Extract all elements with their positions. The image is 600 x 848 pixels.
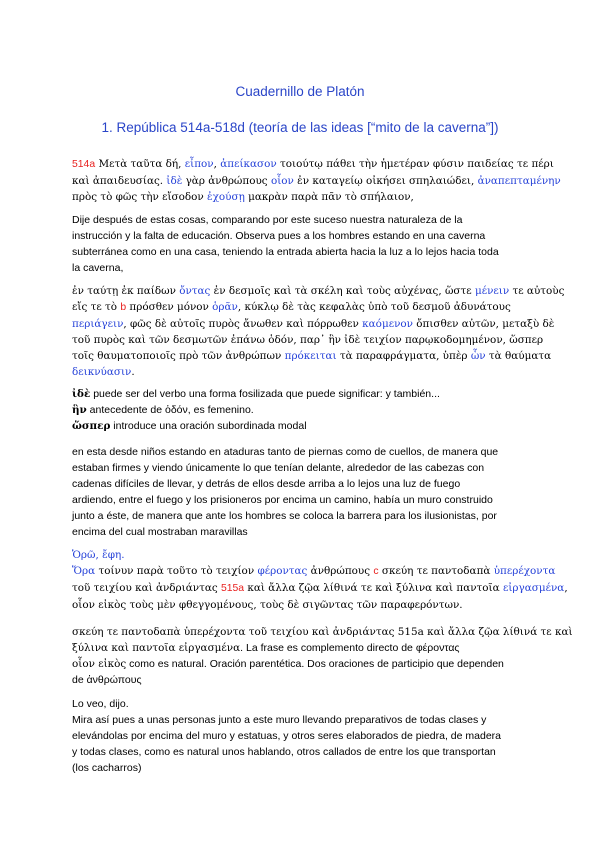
greek-text: , φῶς δὲ αὐτοῖς πυρὸς ἄνωθεν καὶ πόρρωθεν [123,318,363,330]
greek-text: ὄπισθεν αὐτῶν, μεταξὺ δὲ [412,318,555,330]
greek-line [72,156,554,173]
commentary-line [72,656,528,672]
highlighted-verb: ὁρᾶν [212,301,238,313]
greek-text: μακρὰν παρὰ πᾶν τὸ σπήλαιον, [244,191,414,203]
note-line [72,402,528,418]
stephanus-ref: b [120,302,127,313]
highlighted-verb: πρόκειται [284,350,337,362]
highlighted-verb: δεικνύασιν [72,366,132,378]
greek-line [72,189,528,205]
greek-line: Ὁρῶ, ἔφη. [72,549,125,561]
translation-line: junto a éste, de manera que ante los hombres se coloca la barrera para los ilusionistas, por [72,510,497,522]
greek-text: τοιούτῳ πάθει τὴν ἡμετέραν φύσιν παιδείας τε πέρι [276,158,554,170]
highlighted-verb: ἀναπεπταμένην [477,175,561,187]
greek-line: τοῦ πυρὸς καὶ τῶν δεσμωτῶν ἐπάνω ὁδόν, παρ᾽ ἣν ἰδὲ τειχίον παρῳκοδομημένον, ὥσπερ [72,334,544,346]
highlighted-word: οἷον [270,175,294,187]
greek-line [72,348,552,364]
greek-line [72,563,556,580]
translation-line: la caverna, [72,262,124,274]
greek-text: τε αὐτοὺς [509,285,565,297]
highlighted-verb: περιάγειν [72,318,124,330]
note-line [72,386,528,402]
greek-line [72,299,528,316]
highlighted-verb: εἰργασμένα [502,582,565,594]
translation-line: Lo veo, dijo. [72,698,129,710]
greek-text: ξύλινα καὶ παντοῖα εἰργασμένα [72,642,241,654]
translation-line: ardiendo, entre el fuego y los prisioneros por encima un camino, había un muro construido [72,494,493,506]
stephanus-ref: 515a [220,583,245,594]
translation-line: Dije después de estas cosas, comparando por este suceso nuestra naturaleza de la [72,214,463,226]
stephanus-ref: c [373,566,379,577]
greek-paragraph-2 [72,283,565,380]
note-term: ἰδὲ [72,388,91,400]
translation-line: estaban firmes y viendo únicamente lo que tenían delante, alrededor de las cabezas con [72,462,485,474]
greek-line [72,173,561,189]
highlighted-verb: ὄντας [179,285,211,297]
translation-line: en esta desde niños estando en ataduras tanto de piernas como de cuellos, de manera que [72,446,499,458]
note-term: ὥσπερ [72,420,111,432]
commentary-paragraph [72,624,573,688]
note-text: antecedente de ὁδόν, es femenino. [86,404,254,416]
greek-text: τοίνυν παρὰ τοῦτο τὸ τειχίον [95,565,258,577]
note-text: introduce una oración subordinada modal [110,420,307,432]
translation-line: cadenas difíciles de llevar, y detrás de ellos desde arriba a lo lejos una luz de fuego [72,478,461,490]
greek-text: , [564,582,568,594]
greek-paragraph-3 [72,547,568,613]
commentary-text: como es natural. Oración parentética. Dos oraciones de participio que dependen [126,658,504,670]
highlighted-verb: Ὅρα [72,565,96,577]
greek-text: , κύκλῳ δὲ τὰς κεφαλὰς ὑπὸ τοῦ δεσμοῦ ἀδυνάτους [237,301,511,313]
grammar-notes [72,386,528,434]
greek-text: ἐν δεσμοῖς καὶ τὰ σκέλη καὶ τοὺς αὐχένας, ὥστε [210,285,475,297]
greek-text: , [213,158,221,170]
greek-text: . [131,366,135,378]
greek-line [72,364,528,380]
translation-paragraph-3 [72,696,528,776]
greek-text: οἷον εἰκὸς [72,658,127,670]
note-line [72,418,528,434]
highlighted-verb: ἰδὲ [166,175,183,187]
highlighted-verb: ἐχούσῃ [207,191,245,203]
translation-line: subterránea como en una casa, teniendo la entrada abierta hacia la luz a lo lejos hacia toda [72,246,499,258]
highlighted-verb: ὑπερέχοντα [493,565,556,577]
translation-line: elevándolas por encima del muro y estatuas, y otros seres elaborados de piedra, de madera [72,730,501,742]
greek-text: τὰ θαύματα [485,350,552,362]
greek-text: πρόσθεν μόνον [126,301,213,313]
highlighted-verb: εἶπον [184,158,214,170]
note-term: ἣν [72,404,87,416]
highlighted-verb: καόμενον [362,318,413,330]
greek-text: καὶ ἄλλα ζῷα λίθινά τε καὶ ξύλινα καὶ παντοῖα [244,582,503,594]
greek-text: πρὸς τὸ φῶς τὴν εἴσοδον [72,191,208,203]
greek-line: οἷον εἰκὸς τοὺς μὲν φθεγγομένους, τοὺς δὲ σιγῶντας τῶν παραφερόντων. [72,599,463,611]
greek-line [72,580,568,597]
note-text: puede ser del verbo una forma fosilizada que puede significar: y también... [90,388,440,400]
highlighted-verb: μένειν [474,285,510,297]
page-title: Cuadernillo de Platón [235,84,365,99]
greek-text: τοῖς θαυματοποιοῖς πρὸ τῶν ἀνθρώπων [72,350,285,362]
translation-line: Mira así pues a unas personas junto a este muro llevando preparativos de todas clases y [72,714,487,726]
highlighted-verb: ἀπείκασον [220,158,277,170]
translation-line: (los cacharros) [72,762,142,774]
greek-paragraph-1 [72,156,561,205]
greek-line [72,316,555,332]
translation-paragraph-2 [72,444,528,540]
stephanus-ref: 514a [72,159,96,170]
greek-text: τὰ παραφράγματα, ὑπὲρ [336,350,471,362]
greek-line [72,283,565,299]
translation-line: y todas clases, como es natural unos hablando, otros callados de entre los que transportan [72,746,496,758]
greek-text: ἐν καταγείῳ οἰκήσει σπηλαιώδει, [293,175,478,187]
commentary-line [72,640,528,656]
greek-text: ἀνθρώπους [307,565,374,577]
commentary-line: σκεύη τε παντοδαπὰ ὑπερέχοντα τοῦ τειχίου καὶ ἀνδριάντας 515a καὶ ἄλλα ζῷα λίθινά τε καὶ [72,626,573,638]
greek-text: ἐν ταύτῃ ἐκ παίδων [72,285,180,297]
greek-text: εἴς τε τὸ [72,301,121,313]
commentary-text: . La frase es complemento directo de φέροντας [240,642,460,654]
greek-text: καὶ ἀπαιδευσίας. [72,175,167,187]
commentary-line: de ἀνθρώπους [72,674,142,686]
highlighted-verb: φέροντας [257,565,308,577]
greek-text: σκεύη τε παντοδαπὰ [378,565,494,577]
greek-text: Μετὰ ταῦτα δή, [98,158,185,170]
greek-text: γὰρ ἀνθρώπους [182,175,271,187]
translation-line: encima del cual mostraban maravillas [72,526,248,538]
translation-line: instrucción y la falta de educación. Observa pues a los hombres estando en una caverna [72,230,486,242]
greek-text: τοῦ τειχίου καὶ ἀνδριάντας [72,582,221,594]
highlighted-word: ὧν [470,350,486,362]
translation-paragraph-1 [72,212,528,276]
section-heading: 1. República 514a-518d (teoría de las ideas [“mito de la caverna”]) [101,120,499,135]
